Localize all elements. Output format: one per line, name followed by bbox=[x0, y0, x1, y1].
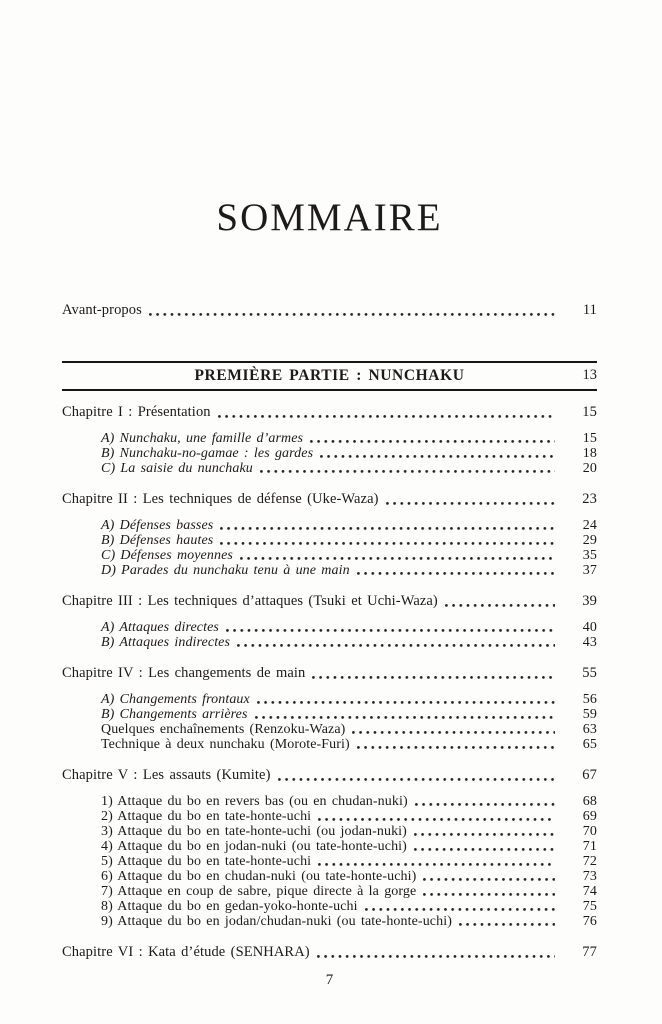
toc-chapter-label: Chapitre I : Présentation bbox=[62, 404, 211, 420]
toc-item-label: A) Nunchaku, une famille d’armes bbox=[101, 431, 304, 446]
footer-page-number: 7 bbox=[325, 972, 334, 988]
toc-item-row bbox=[101, 794, 597, 809]
toc-chapter-row bbox=[62, 944, 597, 961]
toc-item-label: 3) Attaque du bo en tate-honte-uchi (ou jodan-nuki) bbox=[101, 824, 407, 839]
page-number: 29 bbox=[582, 533, 597, 548]
toc-chapter-row bbox=[62, 593, 597, 610]
page-number: 15 bbox=[582, 404, 597, 420]
toc-chapter-label: Chapitre V : Les assauts (Kumite) bbox=[62, 767, 271, 783]
toc-item-row bbox=[101, 914, 597, 929]
toc-chapter-row bbox=[62, 767, 597, 784]
toc-chapter-row bbox=[62, 404, 597, 421]
toc-item-row bbox=[101, 548, 597, 563]
dot-leader bbox=[318, 809, 555, 824]
part-header-page-number: 13 bbox=[582, 367, 597, 383]
toc-item-label: A) Défenses basses bbox=[101, 518, 214, 533]
toc-groups bbox=[62, 404, 597, 961]
toc-chapter-label: Chapitre III : Les techniques d’attaques (Tsuki et Uchi-Waza) bbox=[62, 593, 438, 609]
page-footer bbox=[62, 972, 597, 989]
dot-leader bbox=[220, 518, 555, 533]
toc-item-row bbox=[101, 854, 597, 869]
page-number: 20 bbox=[582, 461, 597, 476]
toc-item-label: 2) Attaque du bo en tate-honte-uchi bbox=[101, 809, 312, 824]
dot-leader bbox=[414, 839, 555, 854]
dot-leader bbox=[414, 824, 555, 839]
toc-item-row bbox=[101, 809, 597, 824]
toc-item-row bbox=[101, 692, 597, 707]
page-number: 43 bbox=[582, 635, 597, 650]
toc-item-label: 5) Attaque du bo en tate-honte-uchi bbox=[101, 854, 312, 869]
page-number: 15 bbox=[582, 431, 597, 446]
toc-item-row bbox=[101, 563, 597, 578]
toc-item-row bbox=[101, 431, 597, 446]
page-number: 24 bbox=[582, 518, 597, 533]
page-number: 77 bbox=[582, 944, 597, 960]
toc-item-list bbox=[62, 620, 597, 650]
toc-group bbox=[62, 404, 597, 476]
front-matter-row bbox=[62, 302, 597, 319]
toc-group bbox=[62, 944, 597, 961]
toc-item-label: 6) Attaque du bo en chudan-nuki (ou tate-honte-uchi) bbox=[101, 869, 417, 884]
dot-leader bbox=[310, 431, 555, 446]
toc-item-row bbox=[101, 722, 597, 737]
dot-leader bbox=[240, 548, 555, 563]
toc-item-row bbox=[101, 869, 597, 884]
toc-item-label: B) Défenses hautes bbox=[101, 533, 214, 548]
dot-leader bbox=[255, 707, 555, 722]
page-number: 74 bbox=[582, 884, 597, 899]
dot-leader bbox=[357, 737, 555, 752]
toc-item-label: B) Attaques indirectes bbox=[101, 635, 231, 650]
dot-leader bbox=[318, 854, 555, 869]
page-number: 39 bbox=[582, 593, 597, 609]
page-number: 40 bbox=[582, 620, 597, 635]
dot-leader bbox=[459, 914, 555, 929]
dot-leader bbox=[226, 620, 555, 635]
toc-item-row bbox=[101, 635, 597, 650]
toc-item-list bbox=[62, 794, 597, 929]
page-title: SOMMAIRE bbox=[216, 196, 443, 239]
toc-item-label: 8) Attaque du bo en gedan-yoko-honte-uchi bbox=[101, 899, 358, 914]
toc-item-row bbox=[101, 824, 597, 839]
toc-item-row bbox=[101, 884, 597, 899]
toc-item-label: B) Nunchaku-no-gamae : les gardes bbox=[101, 446, 314, 461]
dot-leader bbox=[415, 794, 555, 809]
toc-item-row bbox=[101, 737, 597, 752]
dot-leader bbox=[320, 446, 555, 461]
toc-item-label: B) Changements arrières bbox=[101, 707, 248, 722]
toc-item-row bbox=[101, 518, 597, 533]
toc-item-label: A) Changements frontaux bbox=[101, 692, 250, 707]
toc-chapter-row bbox=[62, 491, 597, 508]
toc-item-list bbox=[62, 431, 597, 476]
toc-item-label: 4) Attaque du bo en jodan-nuki (ou tate-honte-uchi) bbox=[101, 839, 407, 854]
dot-leader bbox=[220, 533, 555, 548]
page-number: 71 bbox=[582, 839, 597, 854]
toc-item-label: Quelques enchaînements (Renzoku-Waza) bbox=[101, 722, 346, 737]
part-header-label: PREMIÈRE PARTIE : NUNCHAKU bbox=[194, 367, 465, 384]
dot-leader bbox=[218, 404, 555, 421]
toc-item-label: 9) Attaque du bo en jodan/chudan-nuki (ou tate-honte-uchi) bbox=[101, 914, 452, 929]
page-number: 63 bbox=[582, 722, 597, 737]
dot-leader bbox=[149, 302, 555, 319]
toc-item-label: D) Parades du nunchaku tenu à une main bbox=[101, 563, 350, 578]
page-number: 18 bbox=[582, 446, 597, 461]
toc-chapter-row bbox=[62, 665, 597, 682]
toc-group bbox=[62, 491, 597, 578]
page-number: 35 bbox=[582, 548, 597, 563]
dot-leader bbox=[352, 722, 555, 737]
page-number: 59 bbox=[582, 707, 597, 722]
page-number: 23 bbox=[582, 491, 597, 507]
dot-leader bbox=[257, 692, 555, 707]
page-number: 76 bbox=[582, 914, 597, 929]
toc-chapter-label: Chapitre II : Les techniques de défense (Uke-Waza) bbox=[62, 491, 379, 507]
page-number: 65 bbox=[582, 737, 597, 752]
toc-item-label: 7) Attaque en coup de sabre, pique directe à la gorge bbox=[101, 884, 417, 899]
toc-item-label: C) La saisie du nunchaku bbox=[101, 461, 253, 476]
toc-item-row bbox=[101, 899, 597, 914]
front-matter-label: Avant-propos bbox=[62, 302, 142, 318]
toc-group bbox=[62, 767, 597, 929]
page-number: 56 bbox=[582, 692, 597, 707]
toc-item-row bbox=[101, 461, 597, 476]
page-number: 67 bbox=[582, 767, 597, 783]
toc-item-label: A) Attaques directes bbox=[101, 620, 219, 635]
dot-leader bbox=[278, 767, 556, 784]
dot-leader bbox=[423, 869, 555, 884]
toc-item-list bbox=[62, 692, 597, 752]
toc-item-row bbox=[101, 839, 597, 854]
toc-chapter-label: Chapitre IV : Les changements de main bbox=[62, 665, 306, 681]
page-number: 68 bbox=[582, 794, 597, 809]
page-number: 70 bbox=[582, 824, 597, 839]
toc-group bbox=[62, 665, 597, 752]
toc-item-list bbox=[62, 518, 597, 578]
page-number: 72 bbox=[582, 854, 597, 869]
toc-item-label: Technique à deux nunchaku (Morote-Furi) bbox=[101, 737, 350, 752]
dot-leader bbox=[260, 461, 555, 476]
dot-leader bbox=[365, 899, 555, 914]
toc-item-row bbox=[101, 533, 597, 548]
toc-item-row bbox=[101, 707, 597, 722]
page-number: 11 bbox=[582, 302, 597, 318]
toc-item-row bbox=[101, 446, 597, 461]
page-number: 75 bbox=[582, 899, 597, 914]
dot-leader bbox=[386, 491, 555, 508]
dot-leader bbox=[317, 944, 555, 961]
toc-chapter-label: Chapitre VI : Kata d’étude (SENHARA) bbox=[62, 944, 310, 960]
dot-leader bbox=[423, 884, 555, 899]
dot-leader bbox=[357, 563, 555, 578]
dot-leader bbox=[445, 593, 555, 610]
dot-leader bbox=[237, 635, 555, 650]
page-number: 69 bbox=[582, 809, 597, 824]
page-number: 37 bbox=[582, 563, 597, 578]
part-header-band bbox=[62, 361, 597, 391]
page-number: 73 bbox=[582, 869, 597, 884]
page-number: 55 bbox=[582, 665, 597, 681]
toc-item-label: C) Défenses moyennes bbox=[101, 548, 233, 563]
toc-item-label: 1) Attaque du bo en revers bas (ou en chudan-nuki) bbox=[101, 794, 408, 809]
toc-item-row bbox=[101, 620, 597, 635]
toc-group bbox=[62, 593, 597, 650]
dot-leader bbox=[312, 665, 555, 682]
